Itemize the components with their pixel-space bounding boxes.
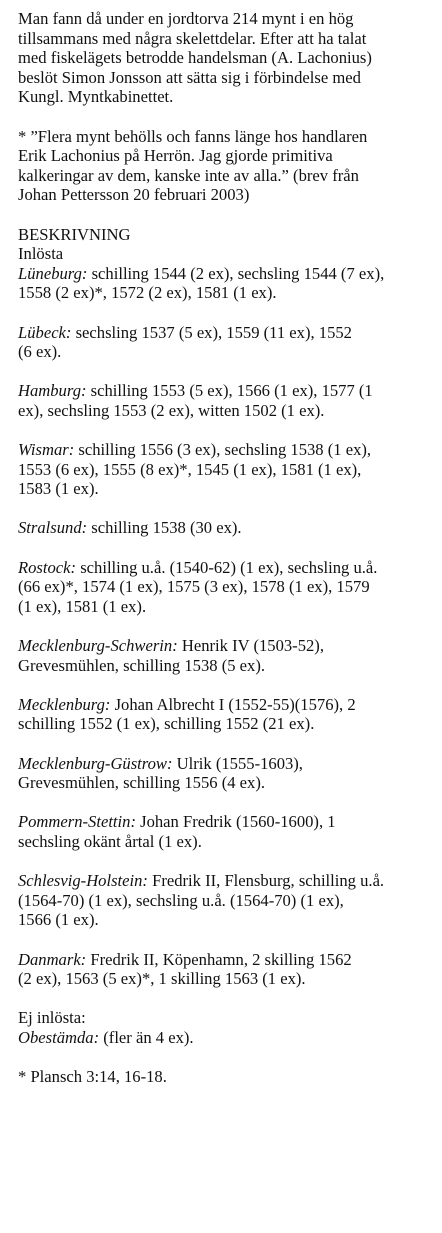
footnote-paragraph (18, 127, 436, 205)
text-line: ex), sechsling 1553 (2 ex), witten 1502 (1 ex). (18, 400, 325, 420)
entry-text: Ulrik (1555-1603), (172, 753, 303, 773)
section-subheading: Inlösta (18, 244, 64, 264)
text-line: tillsammans med några skelettdelar. Efter att ha talat (18, 28, 367, 48)
text-line: (66 ex)*, 1574 (1 ex), 1575 (3 ex), 1578 (1 ex), 1579 (18, 577, 370, 597)
place-name: Obestämda: (18, 1027, 100, 1047)
text-line: med fiskelägets betrodde handelsman (A. Lachonius) (18, 48, 372, 68)
place-name: Danmark: (18, 949, 87, 969)
entry-text: Henrik IV (1503-52), (177, 636, 324, 655)
text-line (18, 440, 436, 460)
coin-entry (18, 950, 436, 989)
unredeemed-block (18, 1008, 436, 1047)
place-name: Rostock: (18, 557, 77, 577)
place-name: Mecklenburg-Güstrow: (18, 753, 173, 773)
section-heading: BESKRIVNING (18, 224, 131, 244)
unredeemed-entry (18, 1028, 436, 1048)
entry-text: schilling 1556 (3 ex), sechsling 1538 (1 ex), (74, 440, 372, 460)
entry-text: Johan Albrecht I (1552-55)(1576), 2 (110, 694, 356, 714)
coin-entry (18, 440, 436, 499)
coin-entry (18, 695, 436, 734)
text-line: (1564-70) (1 ex), sechsling u.å. (1564-70) (1 ex), (18, 890, 344, 910)
text-line: (2 ex), 1563 (5 ex)*, 1 skilling 1563 (1 ex). (18, 969, 306, 989)
description-heading-block (18, 225, 436, 264)
plate-note: * Plansch 3:14, 16-18. (18, 1067, 167, 1087)
text-line: kalkeringar av dem, kanske inte av alla.” (brev från (18, 165, 359, 185)
place-name: Lüneburg: (18, 263, 88, 283)
place-name: Schlesvig-Holstein: (18, 871, 148, 891)
entry-text: schilling 1538 (30 ex). (87, 518, 242, 538)
text-line: schilling 1552 (1 ex), schilling 1552 (21 ex). (18, 714, 315, 734)
place-name: Mecklenburg-Schwerin: (18, 636, 178, 655)
entry-text: schilling 1553 (5 ex), 1566 (1 ex), 1577 (1 (86, 381, 373, 401)
coin-entry (18, 381, 436, 420)
entry-text: schilling 1544 (2 ex), sechsling 1544 (7 ex), (87, 263, 385, 283)
coin-entry (18, 812, 436, 851)
text-line (18, 518, 436, 538)
entry-text: Fredrik II, Köpenhamn, 2 skilling 1562 (86, 949, 352, 969)
coin-entries-list (18, 264, 436, 989)
text-line (18, 812, 436, 832)
coin-entry (18, 871, 436, 930)
place-name: Lübeck: (18, 322, 72, 342)
place-name: Mecklenburg: (18, 694, 111, 714)
coin-entry (18, 323, 436, 362)
text-line: Johan Pettersson 20 februari 2003) (18, 185, 250, 205)
text-line (18, 323, 436, 343)
place-name: Hamburg: (18, 381, 87, 401)
text-line: 1558 (2 ex)*, 1572 (2 ex), 1581 (1 ex). (18, 283, 277, 303)
text-line (18, 558, 436, 578)
entry-text: Johan Fredrik (1560-1600), 1 (135, 812, 336, 832)
intro-paragraph (18, 9, 436, 107)
entry-text: Fredrik II, Flensburg, schilling u.å. (147, 871, 385, 891)
text-line: Erik Lachonius på Herrön. Jag gjorde primitiva (18, 146, 333, 166)
text-line (18, 264, 436, 284)
unredeemed-heading: Ej inlösta: (18, 1008, 86, 1028)
text-line (18, 950, 436, 970)
text-line (18, 636, 436, 656)
place-name: Wismar: (18, 440, 75, 460)
text-line: Grevesmühlen, schilling 1538 (5 ex). (18, 655, 266, 675)
text-line: sechsling okänt årtal (1 ex). (18, 831, 202, 851)
coin-entry (18, 558, 436, 617)
entry-text: sechsling 1537 (5 ex), 1559 (11 ex), 1552 (71, 322, 352, 342)
document-page (18, 9, 436, 1087)
text-line: Kungl. Myntkabinettet. (18, 87, 174, 107)
text-line: beslöt Simon Jonsson att sätta sig i förbindelse med (18, 67, 361, 87)
text-line: Man fann då under en jordtorva 214 mynt i en hög (18, 9, 354, 28)
text-line: (1 ex), 1581 (1 ex). (18, 596, 147, 616)
coin-entry (18, 636, 436, 675)
text-line (18, 381, 436, 401)
text-line: 1566 (1 ex). (18, 910, 99, 930)
text-line: 1583 (1 ex). (18, 479, 99, 499)
text-line: Grevesmühlen, schilling 1556 (4 ex). (18, 773, 266, 793)
text-line: (6 ex). (18, 342, 62, 362)
text-line (18, 871, 436, 891)
entry-text: (fler än 4 ex). (99, 1027, 194, 1047)
text-line (18, 695, 436, 715)
coin-entry (18, 754, 436, 793)
entry-text: schilling u.å. (1540-62) (1 ex), sechsling u.å. (76, 557, 378, 577)
text-line: * ”Flera mynt behölls och fanns länge hos handlaren (18, 126, 368, 146)
place-name: Stralsund: (18, 518, 88, 538)
coin-entry (18, 518, 436, 538)
coin-entry (18, 264, 436, 303)
text-line (18, 754, 436, 774)
place-name: Pommern-Stettin: (18, 812, 136, 832)
text-line: 1553 (6 ex), 1555 (8 ex)*, 1545 (1 ex), 1581 (1 ex), (18, 459, 362, 479)
